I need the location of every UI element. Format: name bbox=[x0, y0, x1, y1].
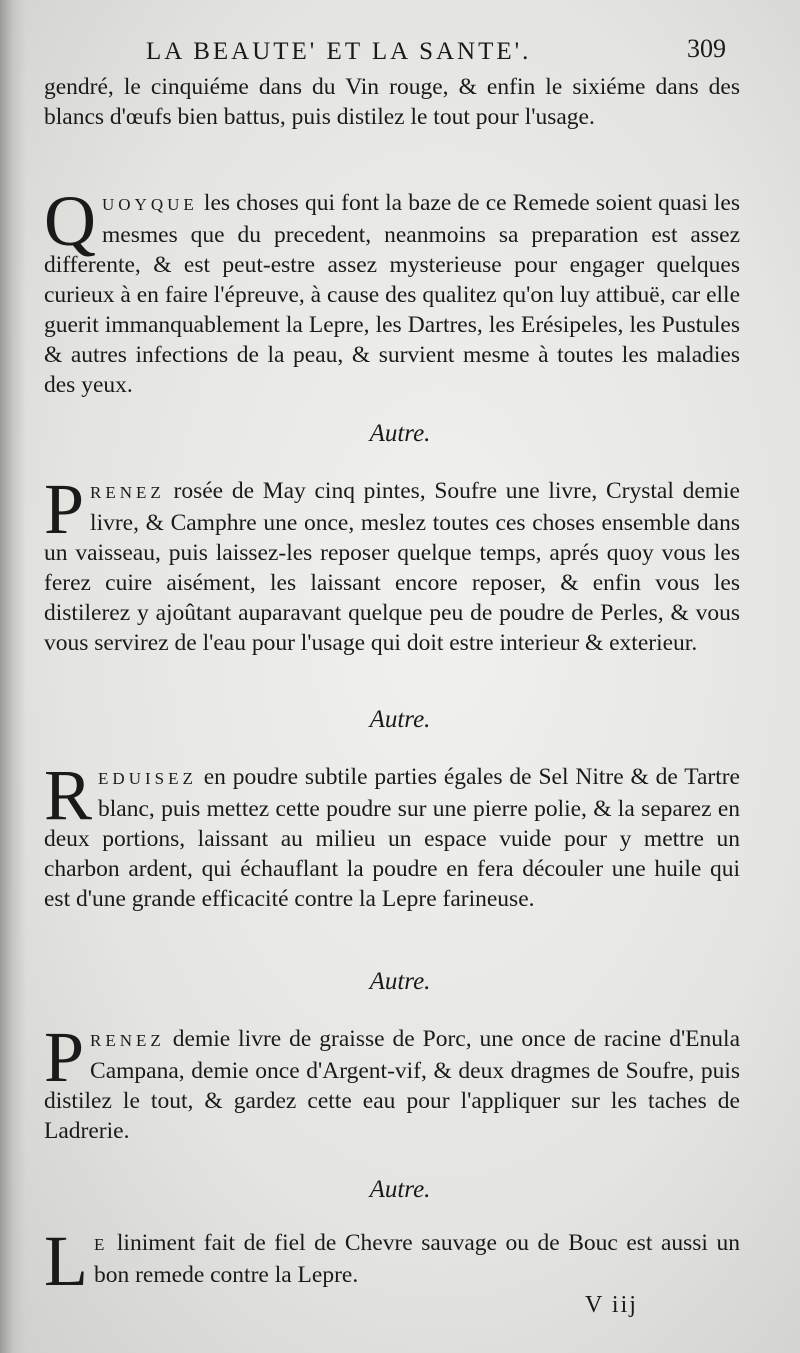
section-heading: Autre. bbox=[369, 968, 431, 995]
section-heading: Autre. bbox=[369, 706, 431, 733]
paragraph-recipe-1 bbox=[44, 469, 740, 658]
paragraph-quoyque bbox=[44, 181, 740, 400]
lead-word: EDUISEZ bbox=[98, 769, 197, 788]
drop-initial: P bbox=[44, 1017, 85, 1097]
paragraph-recipe-2 bbox=[44, 755, 740, 914]
page-number: 309 bbox=[687, 34, 726, 63]
paragraph-text: les choses qui font la baze de ce Remede soient quasi les mesmes que du precedent, neanmoins sa preparation est assez differente, & est peut-estre assez mysterieuse pour engager quelques curieux à en faire l'épreuve, à cause des qualitez qu'on luy attibuë, car elle guerit immanquablement la Lepre, les Dartres, les Erésipeles, les Pustules & autres infections de la peau, & survient mesme à toutes les maladies des yeux. bbox=[44, 190, 740, 398]
paragraph-text: demie livre de graisse de Porc, une once de racine d'Enula Campana, demie once d'Argent-vif, & deux dragmes de Soufre, puis distilez le tout, & gardez cette eau pour l'appliquer sur les taches de Ladrerie. bbox=[44, 1026, 740, 1144]
continuation-paragraph bbox=[44, 72, 740, 132]
signature-mark: V iij bbox=[585, 1292, 638, 1318]
page-gutter-shadow bbox=[0, 0, 26, 1353]
lead-word: E bbox=[93, 1235, 109, 1254]
paragraph-recipe-3 bbox=[44, 1017, 740, 1146]
drop-initial: P bbox=[44, 469, 85, 549]
paragraph-text: liniment fait de fiel de Chevre sauvage ou de Bouc est aussi un bon remede contre la Lepre. bbox=[93, 1230, 740, 1288]
paragraph-text: en poudre subtile parties égales de Sel Nitre & de Tartre blanc, puis mettez cette poudre sur une pierre polie, & la separez en deux portions, laissant au milieu un espace vuide pour y mettre un charbon ardent, qui échauflant la poudre en fera découler une huile qui est d'une grande efficacité contre la Lepre farineuse. bbox=[44, 764, 740, 912]
drop-initial: L bbox=[44, 1221, 88, 1301]
lead-word: RENEZ bbox=[90, 483, 165, 502]
continuation-text: gendré, le cinquiéme dans du Vin rouge, & enfin le sixiéme dans des blancs d'œufs bien battus, puis distilez le tout pour l'usage. bbox=[44, 74, 740, 130]
section-heading: Autre. bbox=[369, 420, 431, 447]
paragraph-recipe-4 bbox=[44, 1221, 740, 1301]
paragraph-text: rosée de May cinq pintes, Soufre une livre, Crystal demie livre, & Camphre une once, meslez toutes ces choses ensemble dans un vaisseau, puis laissez-les reposer quelque temps, aprés quoy vous les ferez cuire aisément, les laissant encore reposer, & enfin vous les distilerez y ajoûtant auparavant quelque peu de poudre de Perles, & vous vous servirez de l'eau pour l'usage qui doit estre interieur & exterieur. bbox=[44, 478, 740, 656]
drop-initial: Q bbox=[44, 181, 96, 261]
lead-word: RENEZ bbox=[90, 1031, 165, 1050]
lead-word: UOYQUE bbox=[102, 195, 198, 214]
running-head: LA BEAUTE' ET LA SANTE'. bbox=[146, 38, 532, 65]
page-header bbox=[146, 34, 726, 74]
drop-initial: R bbox=[44, 755, 93, 835]
section-heading: Autre. bbox=[369, 1176, 431, 1203]
